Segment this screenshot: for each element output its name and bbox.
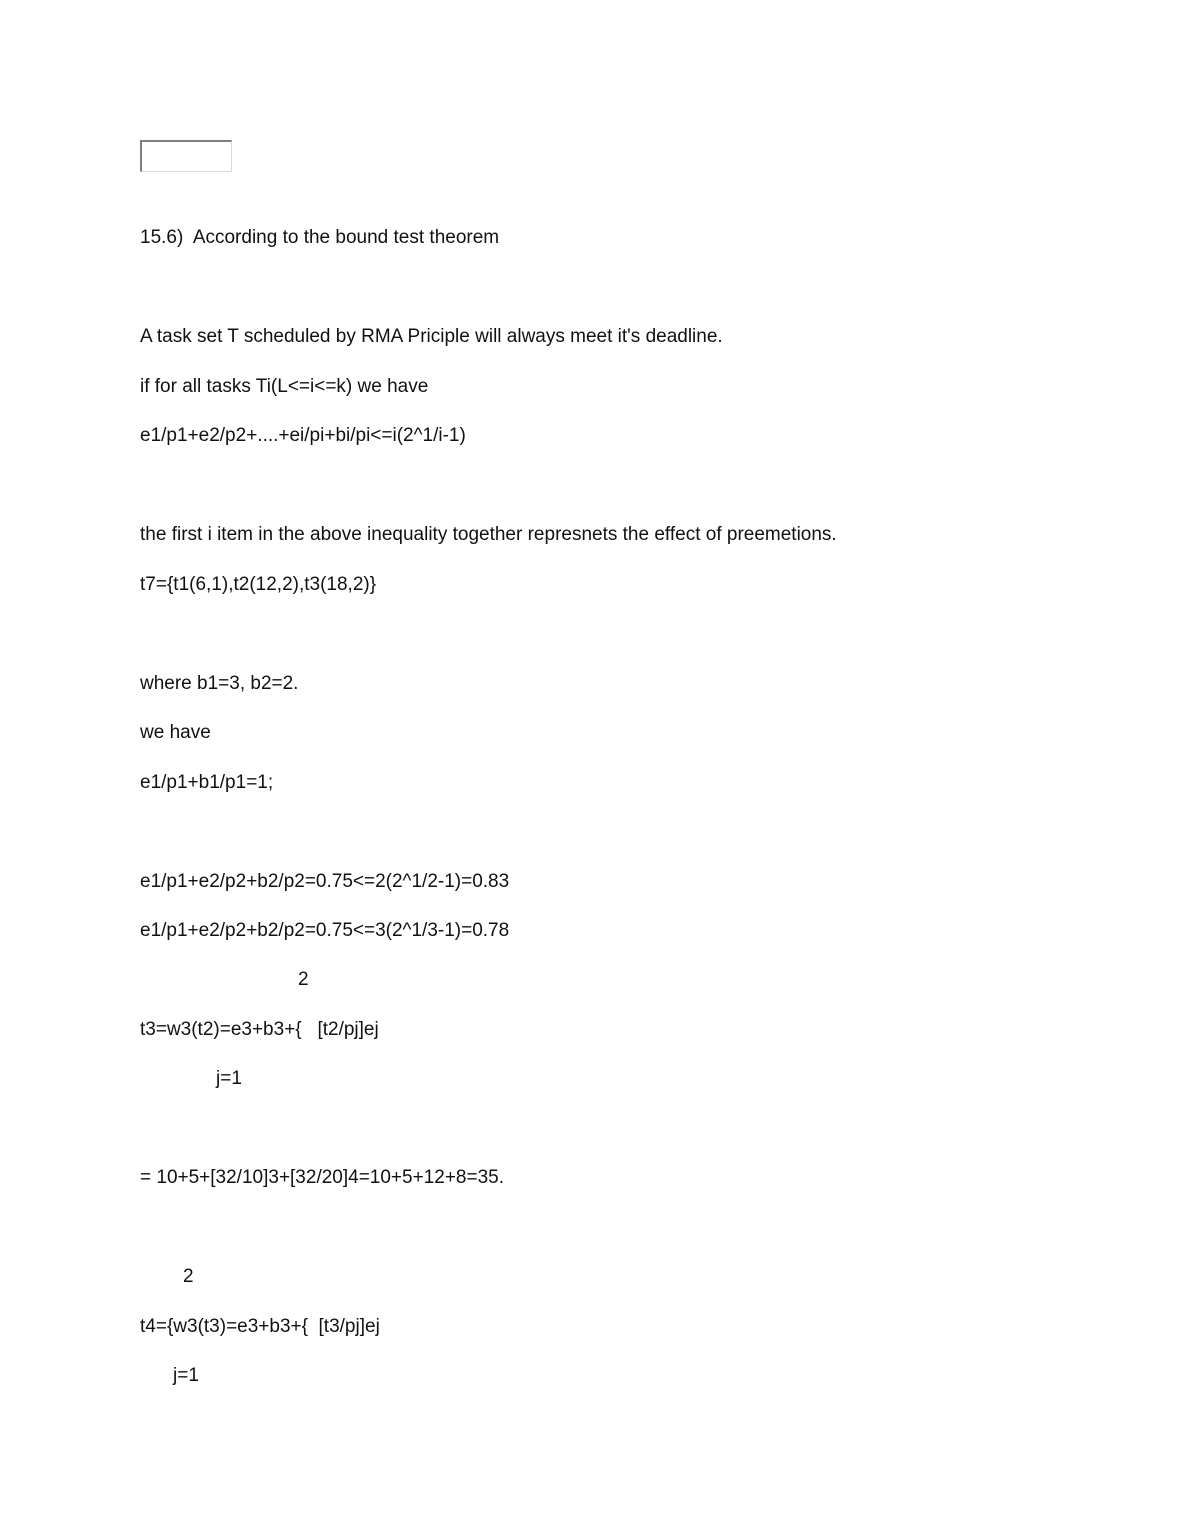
summation-upper-limit: 2: [298, 969, 309, 990]
summation-lower-limit: j=1: [173, 1365, 199, 1386]
text-line: if for all tasks Ti(L<=i<=k) we have: [140, 376, 429, 397]
formula-line: t3=w3(t2)=e3+b3+{ [t2/pj]ej: [140, 1019, 379, 1040]
summation-upper-limit: 2: [183, 1266, 194, 1287]
heading-line: 15.6) According to the bound test theorem: [140, 227, 500, 248]
formula-line: e1/p1+e2/p2+b2/p2=0.75<=2(2^1/2-1)=0.83: [140, 871, 510, 892]
formula-line: t4={w3(t3)=e3+b3+{ [t3/pj]ej: [140, 1316, 380, 1337]
summation-lower-limit: j=1: [216, 1068, 242, 1089]
text-line: A task set T scheduled by RMA Priciple will always meet it's deadline.: [140, 326, 723, 347]
formula-line: t7={t1(6,1),t2(12,2),t3(18,2)}: [140, 574, 377, 595]
blank-form-field[interactable]: [140, 140, 232, 172]
formula-line: e1/p1+e2/p2+....+ei/pi+bi/pi<=i(2^1/i-1): [140, 425, 466, 446]
text-line: where b1=3, b2=2.: [140, 673, 299, 694]
formula-line: = 10+5+[32/10]3+[32/20]4=10+5+12+8=35.: [140, 1167, 504, 1188]
text-line: the first i item in the above inequality together represnets the effect of preemetions.: [140, 524, 837, 545]
text-line: we have: [140, 722, 211, 743]
formula-line: e1/p1+b1/p1=1;: [140, 772, 274, 793]
formula-line: e1/p1+e2/p2+b2/p2=0.75<=3(2^1/3-1)=0.78: [140, 920, 510, 941]
